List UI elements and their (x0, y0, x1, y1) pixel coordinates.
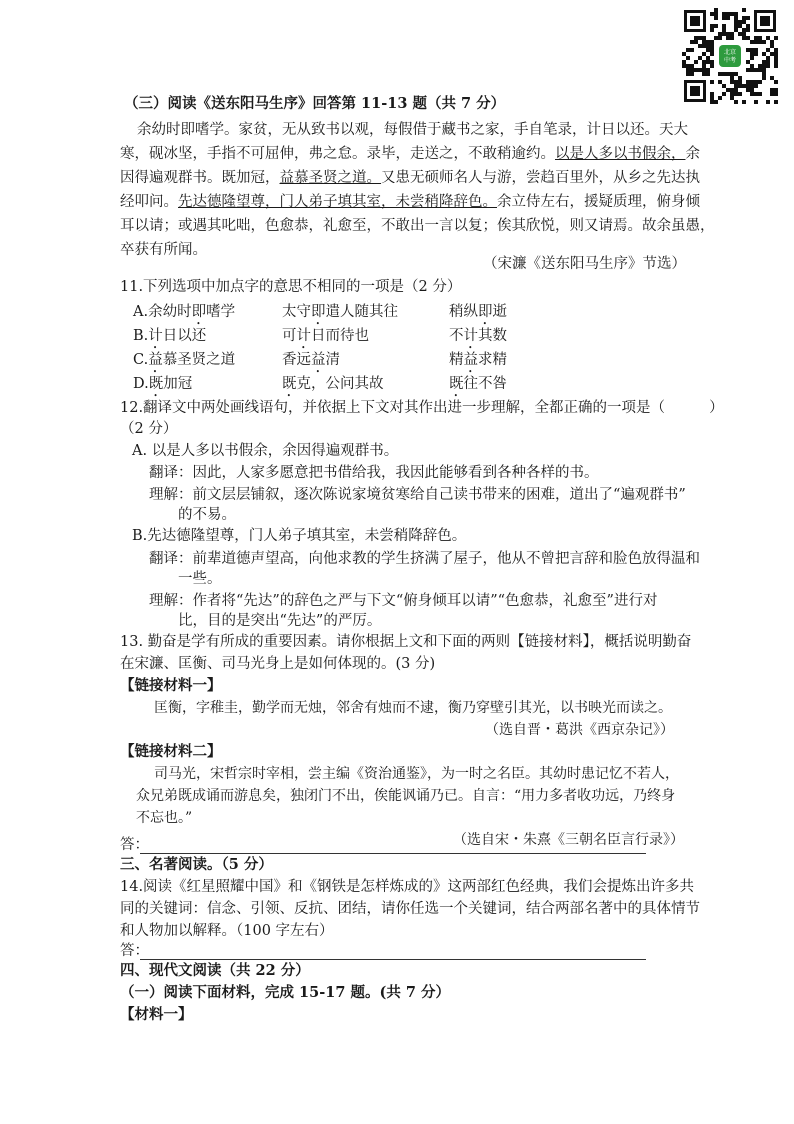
q11-option-b-item-2: 可计日而待也 (282, 328, 369, 344)
q11-option-c-item-3: 精益求精 (449, 352, 507, 368)
q12-option-b-sentence: B.先达德隆望尊，门人弟子填其室，未尝稍降辞色。 (132, 528, 467, 544)
q13-answer-line[interactable] (140, 852, 646, 854)
q11-option-d-item-2: 既克，公问其故 (282, 376, 384, 392)
passage-line-1: 余幼时即嗜学。家贫，无从致书以观，每假借于藏书之家，手自笔录，计日以还。天大 (137, 122, 688, 138)
material-1-title: 【材料一】 (120, 1006, 193, 1023)
link-material-1-source: （选自晋・葛洪《西京杂记》） (485, 722, 674, 738)
q12-option-b-translation-cont: 一些。 (178, 571, 222, 587)
link-material-2-text-cont: 众兄弟既成诵而游息矣，独闭门不出，俟能讽诵乃已。自言：“用力多者收功远，乃终身 (136, 788, 676, 804)
q11-option-d-item-3: 既往不咎 (449, 376, 507, 392)
section-three-heading: 三、名著阅读。（5 分） (120, 856, 273, 873)
passage-line-2: 寒，砚冰坚，手指不可屈伸，弗之怠。录毕，走送之，不敢稍逾约。以是人多以书假余，余 (120, 146, 700, 162)
q12-option-a-sentence: A. 以是人多以书假余，余因得遍观群书。 (132, 443, 399, 459)
link-material-1-title: 【链接材料一】 (120, 677, 222, 694)
passage-line-3: 因得遍观群书。既加冠，益慕圣贤之道。又患无硕师名人与游，尝趋百里外，从乡之先达执 (120, 170, 700, 186)
q13-stem-cont: 在宋濂、匡衡、司马光身上是如何体现的。(3 分) (120, 656, 436, 672)
link-material-2-source: （选自宋・朱熹《三朝名臣言行录》） (453, 832, 684, 848)
emphasized-character: 既 (282, 376, 297, 392)
emphasized-character: 既 (148, 376, 164, 392)
q14-stem-end: 和人物加以解释。（100 字左右） (120, 923, 334, 939)
emphasized-character: 即 (478, 304, 493, 320)
link-material-2-text: 司马光，宋哲宗时宰相，尝主编《资治通鉴》，为一时之名臣。其幼时患记忆不若人， (154, 766, 679, 782)
qr-logo-text-top: 北京 (723, 49, 737, 56)
q12-option-b-translation: 翻译：前辈道德声望高，向他求教的学生挤满了屋子，他从不曾把言辞和脸色放得温和 (149, 551, 700, 567)
q14-stem-cont: 同的关键词：信念、引领、反抗、团结，请你任选一个关键词，结合两部名著中的具体情节 (120, 901, 700, 917)
q12-stem: 12.翻译文中两处画线语句，并依据上下文对其作出进一步理解，全都正确的一项是（ ） (120, 400, 724, 416)
q11-option-b-item-1: B.计日以还 (133, 328, 207, 344)
emphasized-character: 即 (191, 304, 207, 320)
q12-option-a-understanding-cont: 的不易。 (178, 507, 236, 523)
q12-score: （2 分） (120, 421, 178, 437)
section-four-subheading: （一）阅读下面材料，完成 15-17 题。(共 7 分） (120, 984, 451, 1001)
q11-option-d-item-1: D.既加冠 (133, 376, 193, 392)
passage-line-5: 耳以请；或遇其叱咄，色愈恭，礼愈至，不敢出一言以复；俟其欣悦，则又请焉。故余虽愚， (120, 218, 715, 234)
link-material-1-text: 匡衡，字稚圭，勤学而无烛，邻舍有烛而不逮，衡乃穿壁引其光，以书映光而读之。 (154, 700, 672, 716)
q11-option-c-item-1: C.益慕圣贤之道 (133, 352, 236, 368)
qr-logo-text-bottom: 中考 (723, 57, 737, 64)
q12-option-b-understanding: 理解：作者将“先达”的辞色之严与下文“俯身倾耳以请”“色愈恭，礼愈至”进行对 (149, 593, 658, 609)
section-four-heading: 四、现代文阅读（共 22 分） (120, 962, 310, 979)
q11-option-a-item-1: A.余幼时即嗜学 (133, 304, 236, 320)
link-material-2-text-end: 不忘也。” (136, 810, 193, 826)
q14-answer-line[interactable] (140, 958, 646, 960)
section-3-heading: （三）阅读《送东阳马生序》回答第 11-13 题（共 7 分） (124, 95, 506, 112)
q14-stem: 14.阅读《红星照耀中国》和《钢铁是怎样炼成的》这两部红色经典，我们会提炼出许多共 (120, 879, 695, 895)
emphasized-character: 计 (463, 328, 478, 344)
link-material-2-title: 【链接材料二】 (120, 743, 222, 760)
q12-option-a-translation: 翻译：因此，人家多愿意把书借给我，我因此能够看到各种各样的书。 (149, 465, 599, 481)
q11-option-a-item-3: 稍纵即逝 (449, 304, 507, 320)
q12-option-b-understanding-cont: 比，目的是突出“先达”的严厉。 (178, 613, 382, 629)
q11-stem: 11.下列选项中加点字的意思不相同的一项是（2 分） (120, 279, 462, 295)
passage-line-4: 经叩问。先达德隆望尊，门人弟子填其室，未尝稍降辞色。余立侍左右，援疑质理，俯身倾 (120, 194, 700, 210)
underlined-sentence-1a: 以是人多以书假余， (555, 146, 686, 162)
emphasized-character: 益 (148, 352, 163, 368)
emphasized-character: 计 (296, 328, 311, 344)
emphasized-character: 即 (311, 304, 326, 320)
q13-answer-label: 答： (120, 837, 149, 853)
q12-option-a-understanding: 理解：前文层层铺叙，逐次陈说家境贫寒给自己读书带来的困难，道出了“遍观群书” (149, 487, 686, 503)
emphasized-character: 益 (463, 352, 478, 368)
qr-code-image (682, 8, 778, 104)
q11-option-b-item-3: 不计其数 (449, 328, 507, 344)
q11-option-a-item-2: 太守即遣人随其往 (282, 304, 398, 320)
emphasized-character: 计 (148, 328, 163, 344)
passage-line-6: 卒获有所闻。 (120, 242, 207, 258)
emphasized-character: 既 (449, 376, 464, 392)
emphasized-character: 益 (311, 352, 326, 368)
passage-source: （宋濂《送东阳马生序》节选） (483, 256, 686, 272)
q14-answer-label: 答： (120, 943, 149, 959)
q13-stem: 13. 勤奋是学有所成的重要因素。请你根据上文和下面的两则【链接材料】，概括说明勤奋 (120, 634, 692, 650)
underlined-phrase: 益慕圣贤之道。 (279, 170, 381, 186)
q11-option-c-item-2: 香远益清 (282, 352, 340, 368)
underlined-sentence-2: 先达德隆望尊，门人弟子填其室，未尝稍降辞色。 (178, 194, 497, 210)
